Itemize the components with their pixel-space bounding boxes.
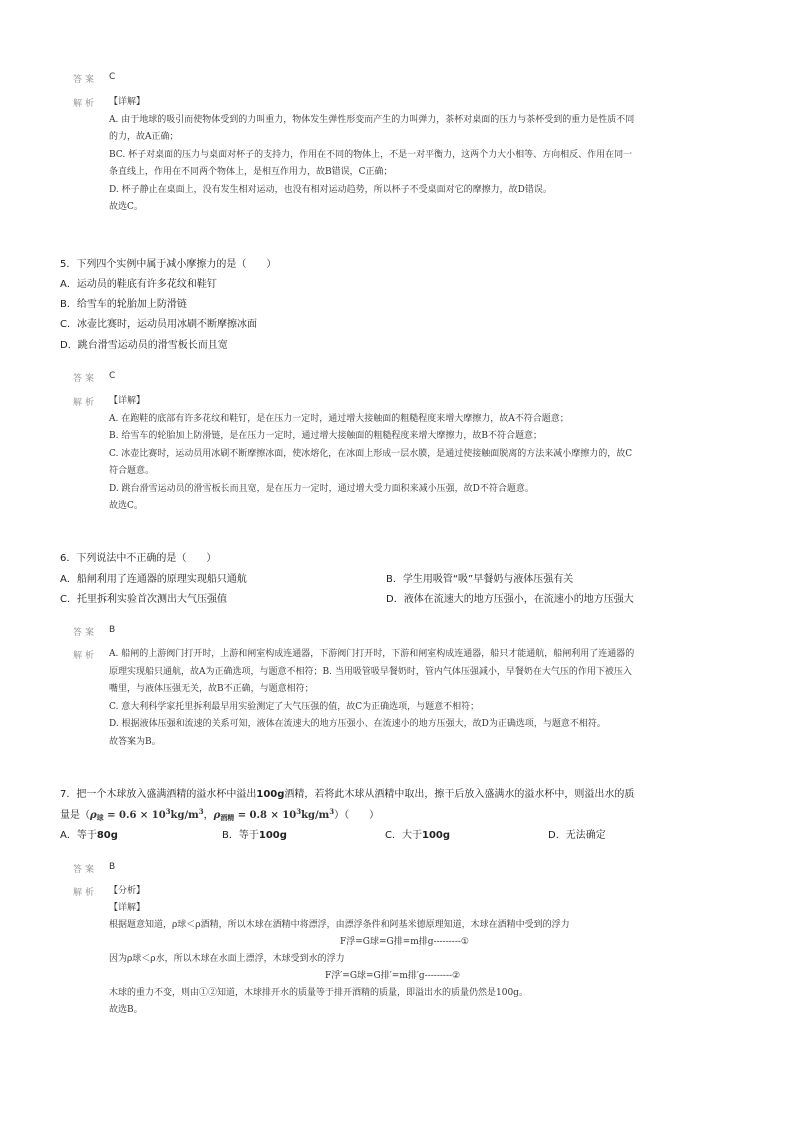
q4-answer-value: C [109, 72, 116, 82]
q7-solution-line: 【分析】 [109, 886, 146, 896]
rho-wood-unit: kg/m [170, 810, 199, 821]
answer-label: 答案 [73, 374, 98, 384]
q7-solution-line: 根据题意知道，ρ球＜ρ酒精，所以木球在酒精中将漂浮，由漂浮条件和阿基米德原理知道，木球在酒精中受到的浮力 [109, 920, 570, 930]
q6-solution [109, 646, 634, 751]
q7-option-c [385, 826, 450, 841]
q7-stem-line-1 [60, 785, 634, 800]
solution-line: BC. 杯子对桌面的压力与桌面对杯子的支持力，作用在不同的物体上，不是一对平衡力，这两个力大小相等、方向相反、作用在同一 [109, 149, 633, 160]
solution-line: 【详解】 [109, 97, 146, 107]
solution-line: C. 意大利科学家托里拆利最早用实验测定了大气压强的值，故C为正确选项，与题意不相符； [109, 701, 480, 712]
analysis-label: 解析 [73, 651, 98, 661]
solution-line: 嘴里，与液体压强无关，故B不正确，与题意相符； [109, 684, 314, 694]
solution-line: A. 船闸的上游阀门打开时，上游和闸室构成连通器，下游阀门打开时，下游和闸室构成连通器，船只才能通航，船闸利用了连通器的 [109, 649, 635, 659]
q7-solution-line: 木球的重力不变，则由①②知道，木球排开水的质量等于排开酒精的质量，即溢出水的质量仍然是100g。 [109, 988, 528, 998]
q6-option-c: C．托里拆利实验首次测出大气压强值 [60, 594, 227, 605]
solution-line: C. 冰壶比赛时，运动员用冰刷不断摩擦冰面，使冰熔化，在冰面上形成一层水膜，是通过使接触面脱离的方法来减小摩擦力的，故C [109, 448, 633, 459]
solution-line: 故答案为B。 [109, 736, 161, 747]
rho-alcohol-value: = 0.8 × 10 [234, 810, 297, 821]
q5-option-c: C．冰壶比赛时，运动员用冰刷不断摩擦冰面 [60, 319, 257, 330]
q7-stem-part-2: 酒精，若将此木球从酒精中取出，擦干后放入盛满水的溢水杯中，则溢出水的质 [284, 789, 635, 800]
solution-line: 的力，故A正确； [109, 132, 179, 142]
solution-line: D. 跳台滑雪运动员的滑雪板长而且宽，是在压力一定时，通过增大受力面积来减小压强，故D不符合题意。 [109, 483, 534, 494]
q7-stem-line-2-suffix: ）（ ） [334, 810, 380, 821]
rho-wood-value: = 0.6 × 10 [103, 810, 166, 821]
q7-mass-value: 100g [256, 789, 285, 800]
solution-line: A. 由于地球的吸引而使物体受到的力叫重力，物体发生弹性形变而产生的力叫弹力，茶杯对桌面的压力与茶杯受到的重力是性质不同 [109, 114, 635, 125]
solution-line: 故选C。 [109, 501, 143, 511]
q7-answer-value: B [109, 862, 116, 872]
q7-formula-1: F浮=G球=G排=m排g---------① [340, 937, 469, 947]
analysis-label: 解析 [73, 888, 98, 898]
answer-label: 答案 [73, 75, 98, 85]
rho-alcohol-unit: kg/m [301, 810, 330, 821]
solution-line: 符合题意。 [109, 466, 155, 476]
solution-line: D. 杯子静止在桌面上，没有发生相对运动，也没有相对运动趋势，所以杯子不受桌面对它的摩擦力，故D错误。 [109, 184, 552, 195]
answer-label: 答案 [73, 865, 98, 875]
q7-option-a [60, 826, 118, 841]
q7-stem-line-2-prefix: 量是（ [60, 810, 90, 821]
q7-solution-line: 【详解】 [109, 903, 146, 913]
q7-solution-line: 故选B。 [109, 1005, 143, 1015]
rho-wood-exponent: 3 [165, 807, 171, 816]
q6-stem: 6．下列说法中不正确的是（ ） [60, 553, 217, 564]
q7-stem-part-1: 7．把一个木球放入盛满酒精的溢水杯中溢出 [60, 789, 257, 800]
option-value: 80g [96, 830, 118, 841]
option-prefix: A．等于 [60, 830, 97, 841]
solution-line: B. 给雪车的轮胎加上防滑链，是在压力一定时，通过增大接触面的粗糙程度来增大摩擦力，故B不符合题意； [109, 431, 542, 441]
rho-alcohol-formula [213, 807, 335, 822]
q5-solution [109, 393, 632, 516]
q5-option-d: D．跳台滑雪运动员的滑雪板长而且宽 [60, 340, 228, 351]
option-value: 100g [421, 830, 451, 841]
option-value: 100g [258, 830, 287, 841]
q7-solution-line: 因为ρ球＜ρ水，所以木球在水面上漂浮，木球受到水的浮力 [109, 954, 345, 964]
rho-symbol: ρ [90, 810, 97, 821]
q5-option-b: B．给雪车的轮胎加上防滑链 [60, 299, 187, 310]
q7-stem-line-2 [60, 806, 379, 823]
option-prefix: C．大于 [385, 830, 422, 841]
q6-option-d: D．液体在流速大的地方压强小，在流速小的地方压强大 [386, 594, 634, 605]
q6-answer-value: B [109, 625, 116, 635]
solution-line: D. 根据液体压强和流速的关系可知，液体在流速大的地方压强小、在流速小的地方压强大，故D为正确选项，与题意不相符。 [109, 719, 606, 729]
rho-symbol: ρ [213, 810, 221, 821]
rho-wood-formula [90, 807, 204, 822]
solution-line: 条直线上，作用在不同两个物体上，是相互作用力，故B错误，C正确； [109, 167, 393, 177]
q6-option-a: A．船闸利用了连通器的原理实现船只通航 [60, 574, 247, 585]
q6-option-b: B．学生用吸管“吸”早餐奶与液体压强有关 [386, 574, 574, 585]
q5-option-a: A．运动员的鞋底有许多花纹和鞋钉 [60, 279, 217, 290]
q5-stem: 5．下列四个实例中属于减小摩擦力的是（ ） [60, 259, 277, 270]
q4-solution [109, 94, 634, 217]
rho-wood-unit-exponent: 3 [198, 807, 204, 816]
option-prefix: D．无法确定 [548, 830, 606, 841]
rho-wood-subscript: 球 [96, 813, 104, 822]
rho-alcohol-unit-exponent: 3 [329, 807, 335, 816]
q7-option-b [222, 826, 287, 841]
rho-alcohol-exponent: 3 [296, 807, 302, 816]
option-prefix: B．等于 [222, 830, 259, 841]
solution-line: 故选C。 [109, 202, 143, 212]
q7-option-d [548, 826, 606, 841]
analysis-label: 解析 [73, 99, 98, 109]
separator: ， [203, 810, 214, 821]
answer-label: 答案 [73, 628, 98, 638]
solution-line: 【详解】 [109, 396, 146, 406]
solution-line: 原理实现船只通航，故A为正确选项，与题意不相符；B. 当用吸管吸早餐奶时，管内气体压强减小，早餐奶在大气压的作用下被压入 [109, 666, 632, 677]
solution-line: A. 在跑鞋的底部有许多花纹和鞋钉，是在压力一定时，通过增大接触面的粗糙程度来增大摩擦力，故A不符合题意； [109, 413, 569, 424]
q5-answer-value: C [109, 371, 116, 381]
rho-alcohol-subscript: 酒精 [220, 813, 235, 822]
analysis-label: 解析 [73, 398, 98, 408]
q7-formula-2: F浮′=G球=G排′=m排′g---------② [325, 971, 461, 981]
